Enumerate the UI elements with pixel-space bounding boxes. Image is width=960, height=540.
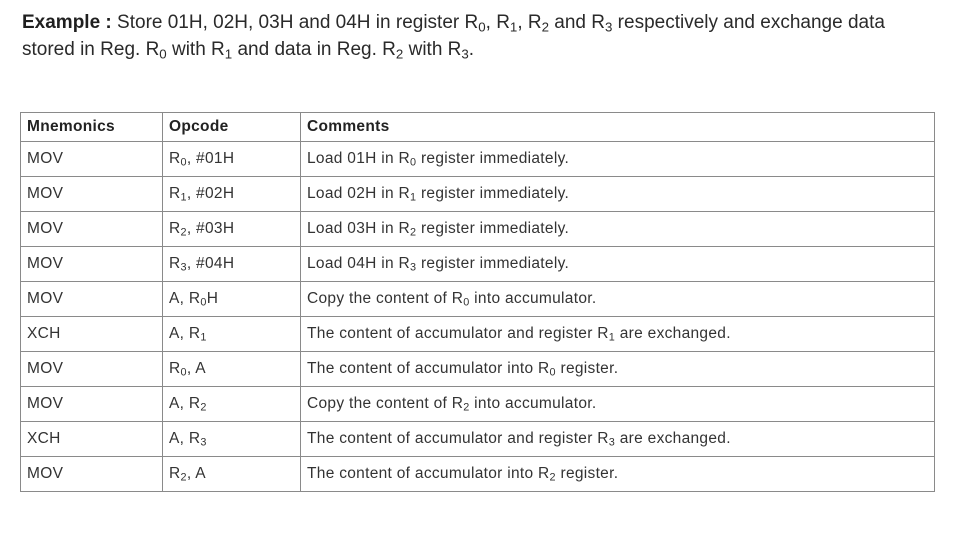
subscript: 3 [461,46,469,62]
mnemonic-cell: MOV [21,247,163,282]
mnemonic-cell: MOV [21,212,163,247]
example-text: and R [549,12,605,33]
comment-cell [301,247,935,282]
opcode-text: , #01H [186,150,235,167]
example-text: . [468,39,475,60]
comment-text: register immediately. [416,150,570,167]
subscript: 2 [200,401,207,414]
example-text: and data in Reg. R [232,39,396,60]
opcode-text: , #02H [186,185,235,202]
comment-cell [301,212,935,247]
mnemonic-cell: XCH [21,422,163,457]
opcode-cell [163,142,301,177]
subscript: 2 [549,471,556,484]
opcode-text: , #04H [186,255,235,272]
comment-text: Load 02H in R [307,185,410,202]
subscript: 0 [159,46,167,62]
opcode-text: , #03H [186,220,235,237]
subscript: 0 [410,156,417,169]
subscript: 1 [180,191,187,204]
opcode-text: , A [186,360,206,377]
comment-text: are exchanged. [615,325,731,342]
example-text: with R [403,39,462,60]
comment-cell [301,352,935,387]
table-row [21,282,935,317]
table-row [21,317,935,352]
mnemonic-cell: MOV [21,352,163,387]
header-comments: Comments [301,113,935,142]
opcode-text: , A [186,465,206,482]
comment-text: register. [555,465,619,482]
comment-text: into accumulator. [469,290,597,307]
comment-text: register immediately. [416,185,570,202]
comment-text: The content of accumulator into R [307,465,550,482]
subscript: 3 [410,261,417,274]
mnemonic-cell: MOV [21,142,163,177]
opcode-text: R [169,255,181,272]
header-mnemonics: Mnemonics [21,113,163,142]
opcode-text: R [169,220,181,237]
comment-text: into accumulator. [469,395,597,412]
opcode-cell [163,387,301,422]
comment-text: The content of accumulator into R [307,360,550,377]
comment-text: The content of accumulator and register R [307,325,609,342]
comment-text: are exchanged. [615,430,731,447]
opcode-cell [163,177,301,212]
subscript: 0 [478,19,486,35]
example-text: Store 01H, 02H, 03H and 04H in register R [111,12,479,33]
table-row [21,457,935,492]
table-row [21,352,935,387]
subscript: 3 [608,436,616,449]
comment-text: Copy the content of R [307,290,464,307]
table-row [21,387,935,422]
subscript: 3 [605,19,613,35]
comment-cell [301,142,935,177]
opcode-text: R [169,185,181,202]
subscript: 2 [180,226,187,239]
subscript: 1 [200,331,207,344]
example-text: , R [485,12,510,33]
subscript: 1 [224,46,233,62]
opcode-text: A, R [169,395,201,412]
comment-text: Load 01H in R [307,150,410,167]
subscript: 1 [608,331,616,344]
opcode-cell [163,457,301,492]
table-row [21,422,935,457]
subscript: 0 [200,296,207,309]
comment-text: register. [555,360,619,377]
comment-text: Load 03H in R [307,220,410,237]
table-row [21,247,935,282]
comment-cell [301,387,935,422]
table-header-row [21,113,935,142]
instruction-table [20,112,935,492]
subscript: 2 [180,471,187,484]
opcode-text: A, R [169,290,201,307]
opcode-cell [163,247,301,282]
comment-cell [301,282,935,317]
subscript: 2 [410,226,417,239]
opcode-text: R [169,465,181,482]
mnemonic-cell: MOV [21,177,163,212]
comment-text: Copy the content of R [307,395,464,412]
comment-cell [301,177,935,212]
subscript: 0 [180,366,187,379]
comment-text: register immediately. [416,220,570,237]
table-row [21,142,935,177]
subscript: 1 [509,19,518,35]
opcode-text: H [206,290,219,307]
opcode-cell [163,212,301,247]
subscript: 3 [200,436,207,449]
example-paragraph [22,9,942,63]
opcode-cell [163,282,301,317]
subscript: 1 [410,191,417,204]
opcode-cell [163,317,301,352]
comment-text: Load 04H in R [307,255,410,272]
subscript: 0 [180,156,187,169]
example-text: with R [166,39,225,60]
comment-cell [301,317,935,352]
example-text: respectively and exchange data stored in Reg. R [22,12,885,60]
comment-cell [301,457,935,492]
subscript: 0 [549,366,556,379]
table-row [21,212,935,247]
subscript: 2 [463,401,470,414]
mnemonic-cell: MOV [21,387,163,422]
opcode-cell [163,352,301,387]
subscript: 2 [395,46,404,62]
opcode-cell [163,422,301,457]
opcode-text: R [169,150,181,167]
subscript: 3 [180,261,187,274]
mnemonic-cell: MOV [21,282,163,317]
opcode-text: A, R [169,325,201,342]
comment-text: The content of accumulator and register R [307,430,609,447]
example-text: , R [517,12,542,33]
comment-text: register immediately. [416,255,570,272]
subscript: 0 [463,296,470,309]
opcode-text: A, R [169,430,201,447]
comment-cell [301,422,935,457]
table-row [21,177,935,212]
mnemonic-cell: MOV [21,457,163,492]
mnemonic-cell: XCH [21,317,163,352]
opcode-text: R [169,360,181,377]
header-opcode: Opcode [163,113,301,142]
example-lead: Example : [22,12,112,33]
subscript: 2 [541,19,550,35]
